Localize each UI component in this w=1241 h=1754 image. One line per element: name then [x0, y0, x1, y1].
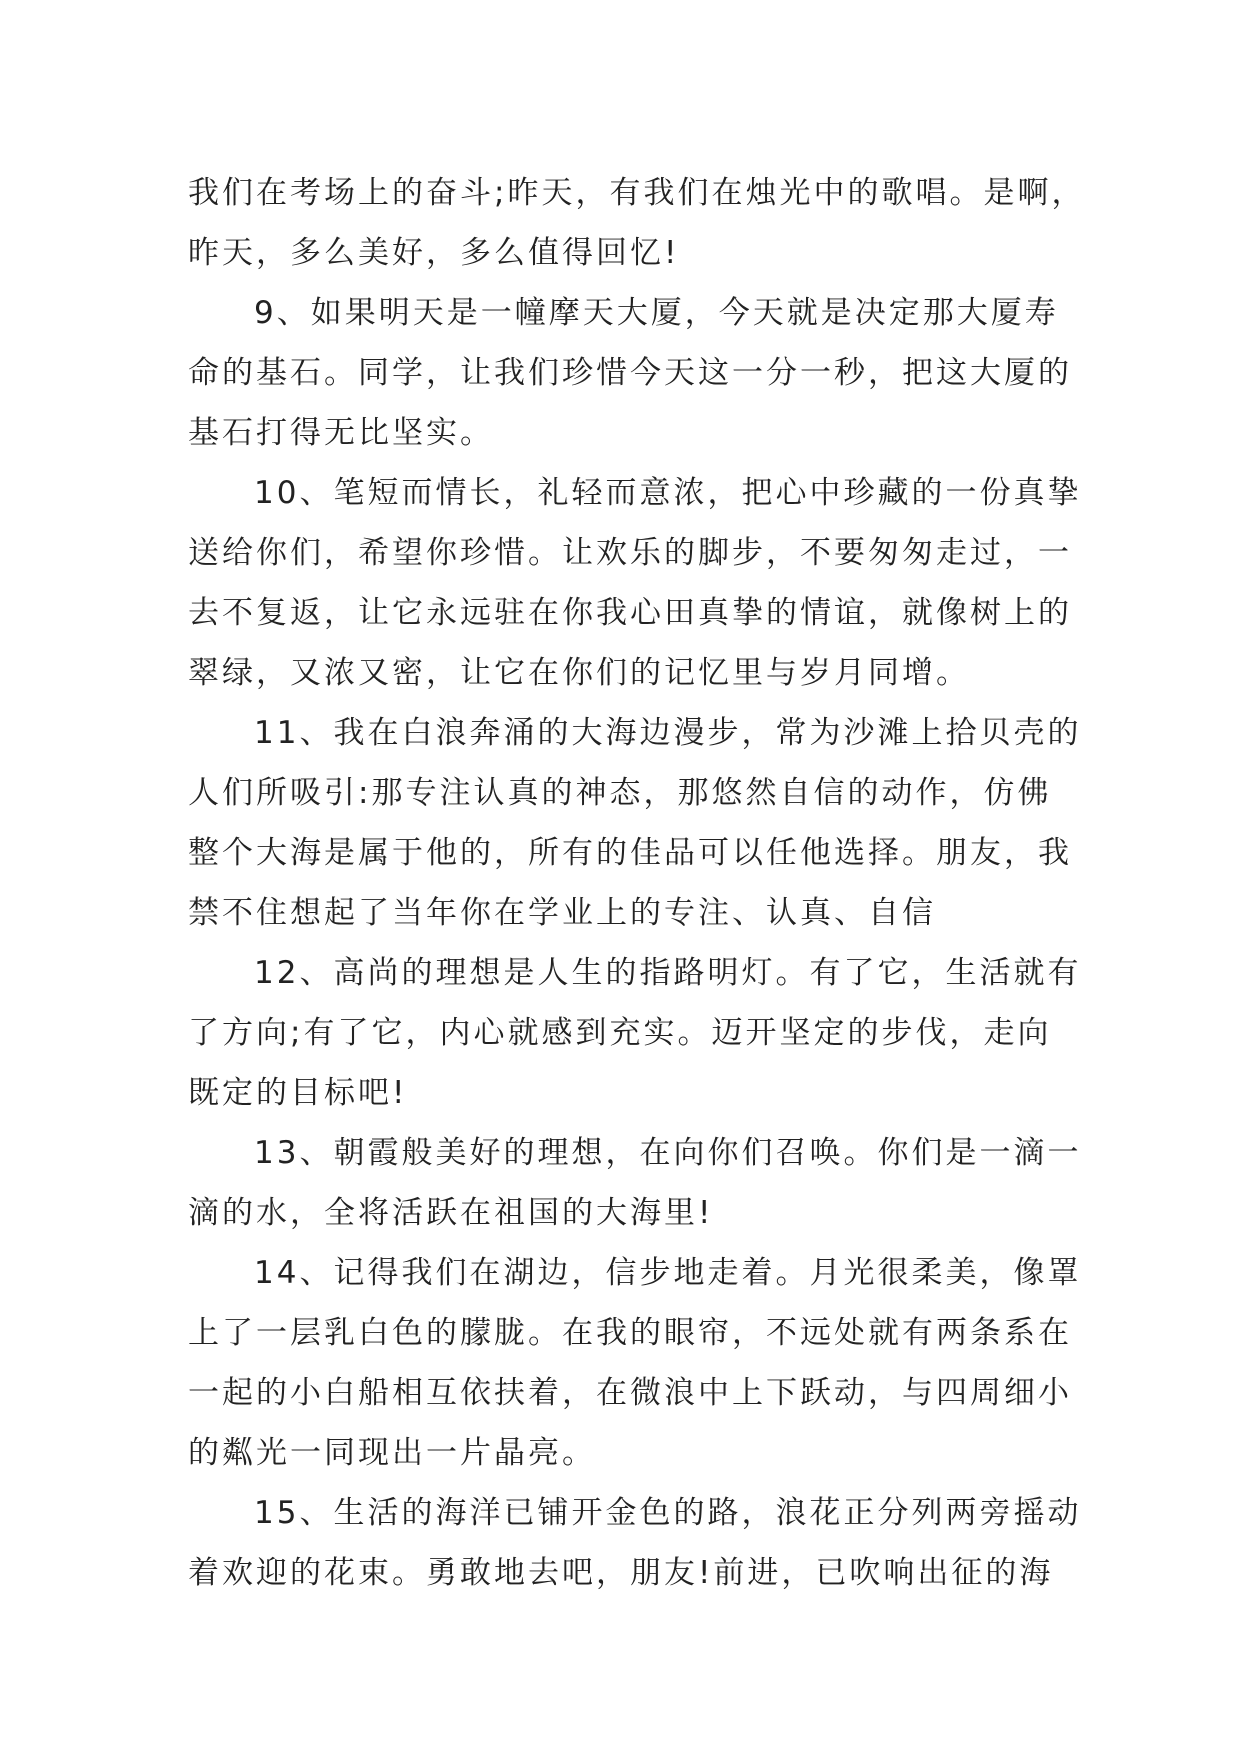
text-line: 我们在考场上的奋斗;昨天，有我们在烛光中的歌唱。是啊， — [188, 175, 1086, 211]
text-line: 的粼光一同现出一片晶亮。 — [188, 1435, 596, 1471]
text-line: 11、我在白浪奔涌的大海边漫步，常为沙滩上拾贝壳的 — [254, 715, 1082, 751]
text-line: 一起的小白船相互依扶着，在微浪中上下跃动，与四周细小 — [188, 1375, 1072, 1411]
text-line: 整个大海是属于他的，所有的佳品可以任他选择。朋友，我 — [188, 835, 1072, 871]
text-line: 去不复返，让它永远驻在你我心田真挚的情谊，就像树上的 — [188, 595, 1072, 631]
text-line: 命的基石。同学，让我们珍惜今天这一分一秒，把这大厦的 — [188, 355, 1072, 391]
text-line: 10、笔短而情长，礼轻而意浓，把心中珍藏的一份真挚 — [254, 475, 1082, 511]
document-body — [188, 163, 1086, 1603]
text-line: 滴的水，全将活跃在祖国的大海里! — [188, 1195, 714, 1231]
paragraph — [188, 943, 1082, 1123]
paragraph — [188, 463, 1082, 703]
text-line: 既定的目标吧! — [188, 1075, 408, 1111]
text-line: 人们所吸引:那专注认真的神态，那悠然自信的动作，仿佛 — [188, 775, 1052, 811]
text-line: 昨天，多么美好，多么值得回忆! — [188, 235, 680, 271]
paragraph — [188, 703, 1082, 943]
text-line: 送给你们，希望你珍惜。让欢乐的脚步，不要匆匆走过，一 — [188, 535, 1072, 571]
paragraph — [188, 1243, 1082, 1483]
text-line: 上了一层乳白色的朦胧。在我的眼帘，不远处就有两条系在 — [188, 1315, 1072, 1351]
paragraph — [188, 283, 1072, 463]
text-line: 翠绿，又浓又密，让它在你们的记忆里与岁月同增。 — [188, 655, 970, 691]
text-line: 12、高尚的理想是人生的指路明灯。有了它，生活就有 — [254, 955, 1082, 991]
text-line: 15、生活的海洋已铺开金色的路，浪花正分列两旁摇动 — [254, 1495, 1082, 1531]
text-line: 9、如果明天是一幢摩天大厦，今天就是决定那大厦寿 — [254, 295, 1059, 331]
text-line: 了方向;有了它，内心就感到充实。迈开坚定的步伐，走向 — [188, 1015, 1052, 1051]
paragraph — [188, 1483, 1082, 1603]
text-line: 14、记得我们在湖边，信步地走着。月光很柔美，像罩 — [254, 1255, 1082, 1291]
paragraph — [188, 163, 1086, 283]
text-line: 13、朝霞般美好的理想，在向你们召唤。你们是一滴一 — [254, 1135, 1082, 1171]
text-line: 禁不住想起了当年你在学业上的专注、认真、自信 — [188, 895, 936, 931]
paragraph — [188, 1123, 1082, 1243]
text-line: 着欢迎的花束。勇敢地去吧，朋友!前进，已吹响出征的海 — [188, 1555, 1054, 1591]
text-line: 基石打得无比坚实。 — [188, 415, 494, 451]
